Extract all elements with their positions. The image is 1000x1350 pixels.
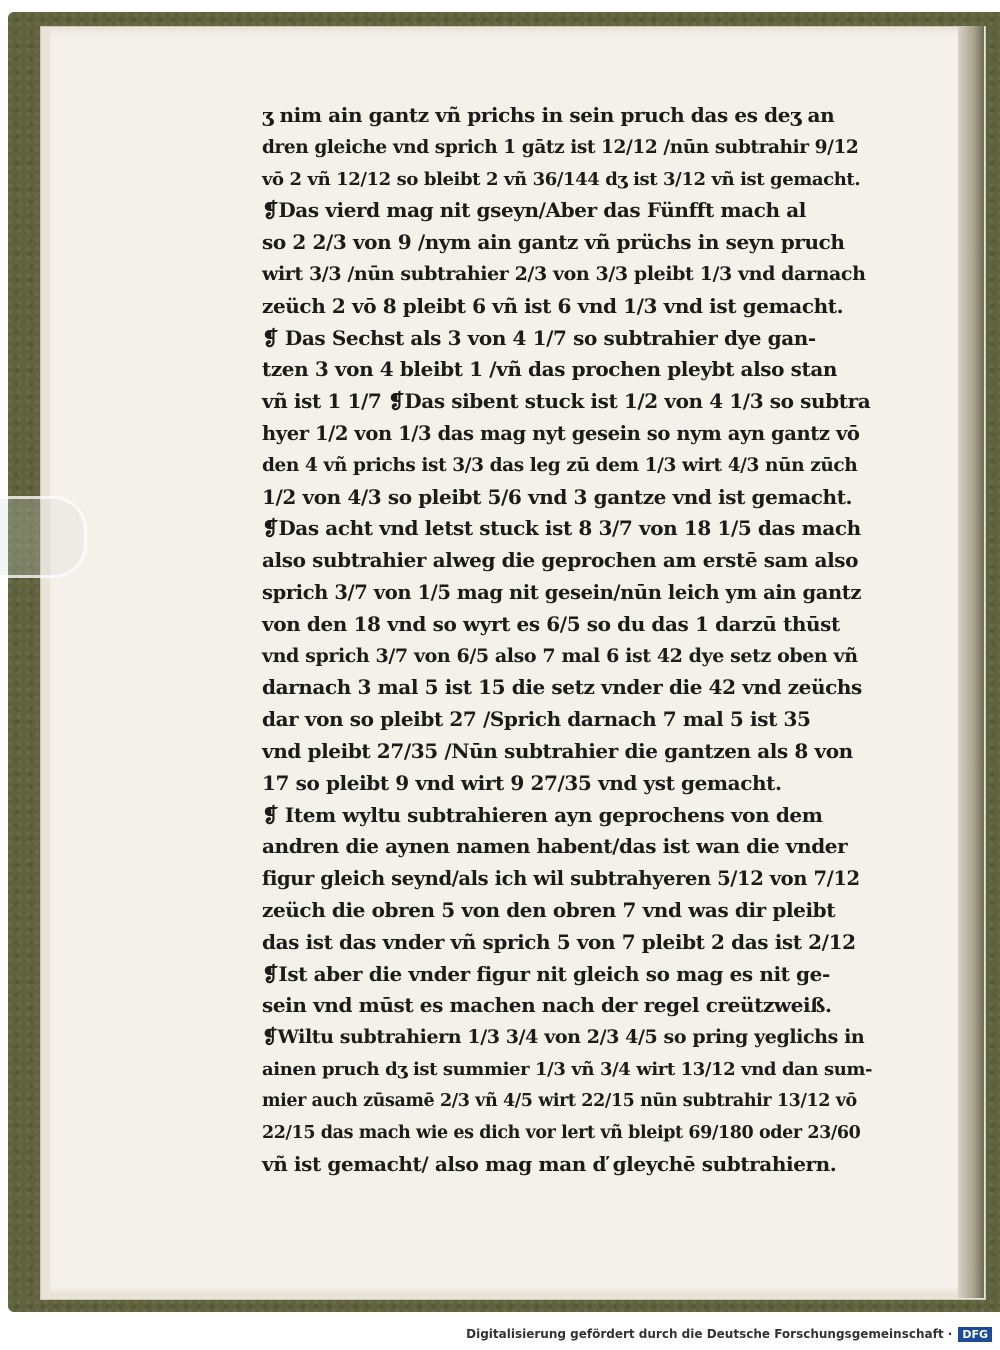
text-line-32: mier auch zūsamē 2/3 vñ 4/5 wirt 22/15 nūn subtrahir 13/12 vō <box>262 1090 857 1111</box>
text-line-4: ❡Das vierd mag nit gseyn/Aber das Fünfft mach al <box>262 198 806 223</box>
text-line-26: zeüch die obren 5 von den obren 7 vnd was dir pleibt <box>262 897 836 922</box>
text-line-7: zeüch 2 vō 8 pleibt 6 vñ ist 6 vnd 1/3 vnd ist gemacht. <box>262 293 844 318</box>
text-line-23: ❡ Item wyltu subtrahieren ayn geprochens von dem <box>262 802 823 827</box>
text-line-13: 1/2 von 4/3 so pleibt 5/6 vnd 3 gantze vnd ist gemacht. <box>262 484 853 509</box>
text-line-25: figur gleich seynd/als ich wil subtrahyeren 5/12 von 7/12 <box>262 867 860 891</box>
funding-credit-text: Digitalisierung gefördert durch die Deutsche Forschungsgemeinschaft · <box>466 1327 953 1341</box>
text-line-16: sprich 3/7 von 1/5 mag nit gesein/nūn leich ym ain gantz <box>262 580 862 604</box>
text-line-1: ʒ nim ain gantz vñ prichs in sein pruch das es deʒ an <box>262 103 835 127</box>
text-line-27: das ist das vnder vñ sprich 5 von 7 pleibt 2 das ist 2/12 <box>262 929 856 954</box>
text-line-11: hyer 1/2 von 1/3 das mag nyt gesein so nym ayn gantz vō <box>262 421 860 445</box>
text-line-8: ❡ Das Sechst als 3 von 4 1/7 so subtrahier dye gan- <box>262 325 816 350</box>
text-line-14: ❡Das acht vnd letst stuck ist 8 3/7 von 18 1/5 das mach <box>262 516 861 541</box>
text-line-18: vnd sprich 3/7 von 6/5 also 7 mal 6 ist 42 dye setz oben vñ <box>262 644 858 667</box>
text-line-17: von den 18 vnd so wyrt es 6/5 so du das 1 darzū thūst <box>262 611 840 636</box>
dfg-logo: DFG <box>958 1327 992 1342</box>
text-line-6: wirt 3/3 /nūn subtrahier 2/3 von 3/3 pleibt 1/3 vnd darnach <box>262 262 866 285</box>
text-line-33: 22/15 das mach wie es dich vor lert vñ bleipt 69/180 oder 23/60 <box>262 1122 861 1143</box>
text-line-12: den 4 vñ prichs ist 3/3 das leg zū dem 1/3 wirt 4/3 nūn zūch <box>262 454 858 476</box>
text-line-5: so 2 2/3 von 9 /nym ain gantz vñ prüchs in seyn pruch <box>262 230 845 255</box>
text-line-3: vō 2 vñ 12/12 so bleibt 2 vñ 36/144 dʒ ist 3/12 vñ ist gemacht. <box>262 168 861 190</box>
text-line-10: vñ ist 1 1/7 ❡Das sibent stuck ist 1/2 von 4 1/3 so subtra <box>262 389 871 414</box>
text-line-19: darnach 3 mal 5 ist 15 die setz vnder die 42 vnd zeüchs <box>262 675 862 700</box>
text-line-31: ainen pruch dʒ ist summier 1/3 vñ 3/4 wirt 13/12 vnd dan sum- <box>262 1058 873 1080</box>
text-line-15: also subtrahier alweg die geprochen am erstē sam also <box>262 548 859 573</box>
text-line-20: dar von so pleibt 27 /Sprich darnach 7 mal 5 ist 35 <box>262 707 811 732</box>
text-line-29: sein vnd mūst es machen nach der regel creützweiß. <box>262 993 832 1018</box>
text-line-21: vnd pleibt 27/35 /Nūn subtrahier die gantzen als 8 von <box>262 738 853 763</box>
text-line-28: ❡Ist aber die vnder figur nit gleich so mag es nit ge- <box>262 961 830 986</box>
text-line-2: dren gleiche vnd sprich 1 gātz ist 12/12 /nūn subtrahir 9/12 <box>262 136 859 158</box>
paper-clip <box>0 496 87 578</box>
footer-credit <box>466 1322 992 1346</box>
page-text <box>262 100 872 1181</box>
book-gutter <box>958 26 984 1298</box>
text-line-9: tzen 3 von 4 bleibt 1 /vñ das prochen pleybt also stan <box>262 357 838 382</box>
text-line-22: 17 so pleibt 9 vnd wirt 9 27/35 vnd yst gemacht. <box>262 770 782 795</box>
text-line-30: ❡Wiltu subtrahiern 1/3 3/4 von 2/3 4/5 so pring yeglichs in <box>262 1026 865 1049</box>
text-line-34: vñ ist gemacht/ also mag man ď gleychē subtrahiern. <box>262 1152 837 1177</box>
text-line-24: andren die aynen namen habent/das ist wan die vnder <box>262 834 848 859</box>
